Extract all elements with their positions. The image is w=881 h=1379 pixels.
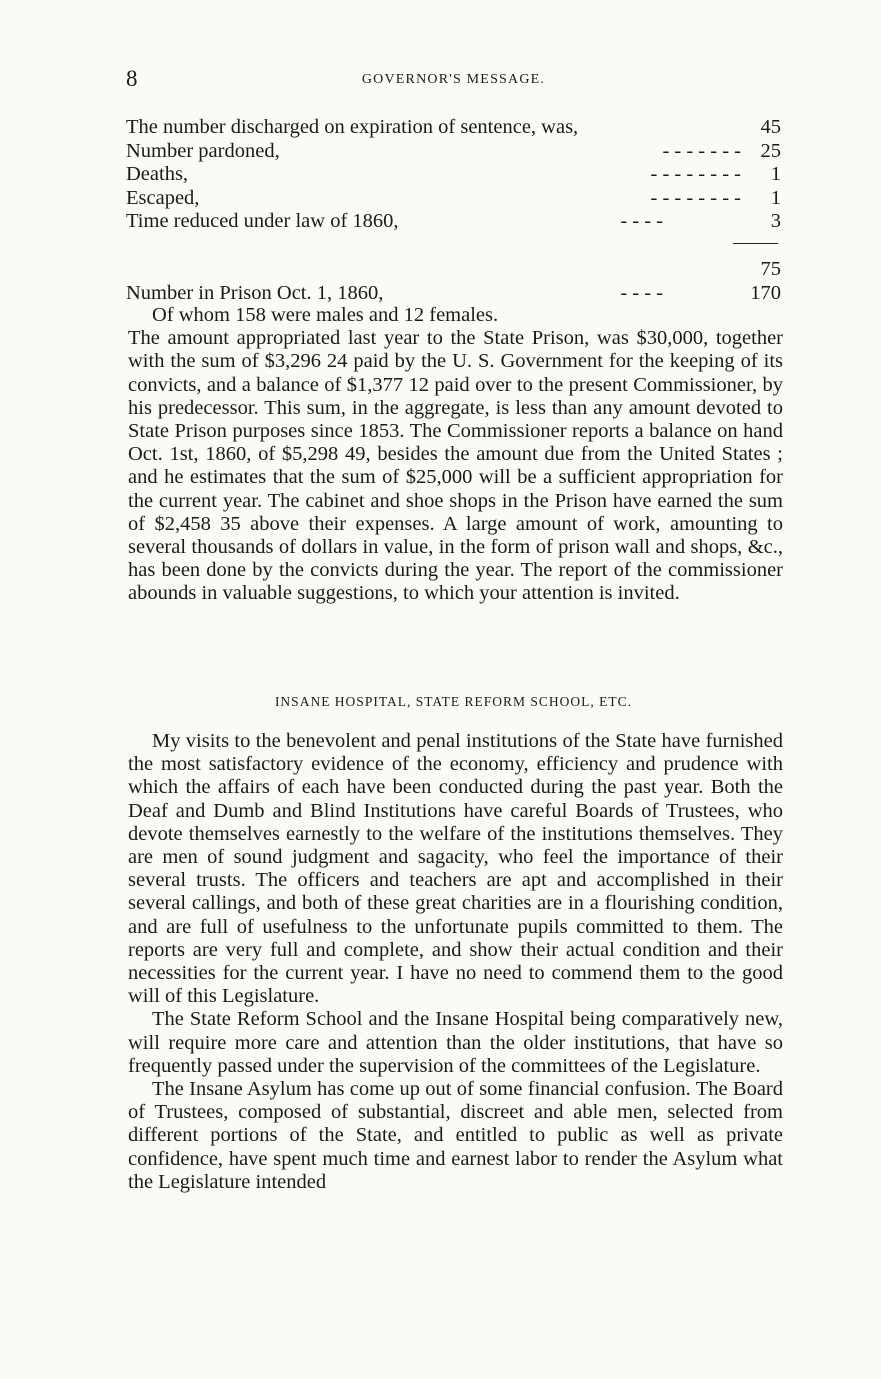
- leader-dashes: - - - - - - - -: [650, 163, 741, 185]
- prison-appropriation-text: [128, 304, 783, 606]
- stat-value: 170: [750, 282, 781, 304]
- paragraph: The amount appropriated last year to the State Prison, was $30,000, together with the sum of $3,296 24 paid by the U. S. Government for the keeping of its convicts, and a balance of $1,377 12 paid over to the present Commissioner, by his predecessor. This sum, in the aggregate, is less than any amount devoted to State Prison purposes since 1853. The Commissioner reports a balance on hand Oct. 1st, 1860, of $5,298 49, besides the amount due from the United States ; and he estimates that the sum of $25,000 will be a sufficient appropriation for the current year. The cabinet and shoe shops in the Prison have earned the sum of $2,458 35 above their expenses. A large amount of work, amounting to several thousands of dollars in value, in the form of prison wall and shops, &c., has been done by the convicts during the year. The report of the commissioner abounds in valuable suggestions, to which your attention is invited.: [128, 327, 783, 605]
- leader-dashes: - - - - - - -: [662, 139, 741, 162]
- sum-rule: [733, 243, 778, 244]
- total-row: [126, 258, 781, 282]
- stat-row-pardoned: [126, 140, 781, 164]
- stat-label: Number in Prison Oct. 1, 1860,: [126, 282, 384, 304]
- stat-label: Time reduced under law of 1860,: [126, 210, 399, 232]
- paragraph: Of whom 158 were males and 12 females.: [152, 304, 499, 326]
- stat-label: Deaths,: [126, 163, 189, 185]
- prison-count-row: [126, 282, 781, 306]
- prison-statistics-table: [126, 116, 781, 234]
- page-number: 8: [126, 66, 138, 91]
- paragraph: My visits to the benevolent and penal institutions of the State have furnished the most satisfactory evidence of the economy, efficiency and prudence with which the affairs of each have been conducted during the past year. Both the Deaf and Dumb and Blind Institutions have careful Boards of Trustees, who devote themselves earnestly to the welfare of the institutions themselves. They are men of sound judgment and sagacity, who feel the importance of their several trusts. The officers and teachers are apt and accomplished in their several callings, and both of these great charities are in a flourishing condition, and are full of usefulness to the unfortunate pupils committed to them. The reports are very full and complete, and show their actual condition and their necessities for the current year. I have no need to commend them to the good will of this Legislature.: [128, 730, 783, 1008]
- page-header: [126, 66, 781, 96]
- running-title: GOVERNOR'S MESSAGE.: [361, 72, 546, 87]
- stat-value: 25: [760, 139, 781, 162]
- leader-dashes: - - - -: [620, 210, 663, 232]
- stat-value: 1: [770, 163, 781, 185]
- leader-dashes: - - - -: [620, 282, 663, 304]
- institutions-text: [128, 730, 783, 1194]
- stat-label: Escaped,: [126, 186, 200, 209]
- stat-value: 3: [770, 210, 781, 232]
- total-value: 75: [760, 258, 781, 280]
- stat-value: 45: [760, 116, 781, 138]
- leader-dashes: - - - - - - - -: [650, 186, 741, 209]
- stat-row-escaped: [126, 187, 781, 211]
- section-heading: INSANE HOSPITAL, STATE REFORM SCHOOL, ETC.: [274, 694, 633, 709]
- stat-label: The number discharged on expiration of sentence, was,: [126, 116, 579, 138]
- paragraph: The State Reform School and the Insane Hospital being comparatively new, will require more care and attention than the older institutions, that have so frequently passed under the supervision of the committees of the Legislature.: [128, 1008, 783, 1077]
- stat-label: Number pardoned,: [126, 139, 280, 162]
- stat-row-time-reduced: [126, 210, 781, 234]
- stat-row-deaths: [126, 163, 781, 187]
- stat-value: 1: [770, 186, 781, 209]
- stat-row-discharged: [126, 116, 781, 140]
- paragraph: The Insane Asylum has come up out of some financial confusion. The Board of Trustees, composed of substantial, discreet and able men, selected from different portions of the State, and entitled to public as well as private confidence, have spent much time and earnest labor to render the Asylum what the Legislature intended: [128, 1078, 783, 1193]
